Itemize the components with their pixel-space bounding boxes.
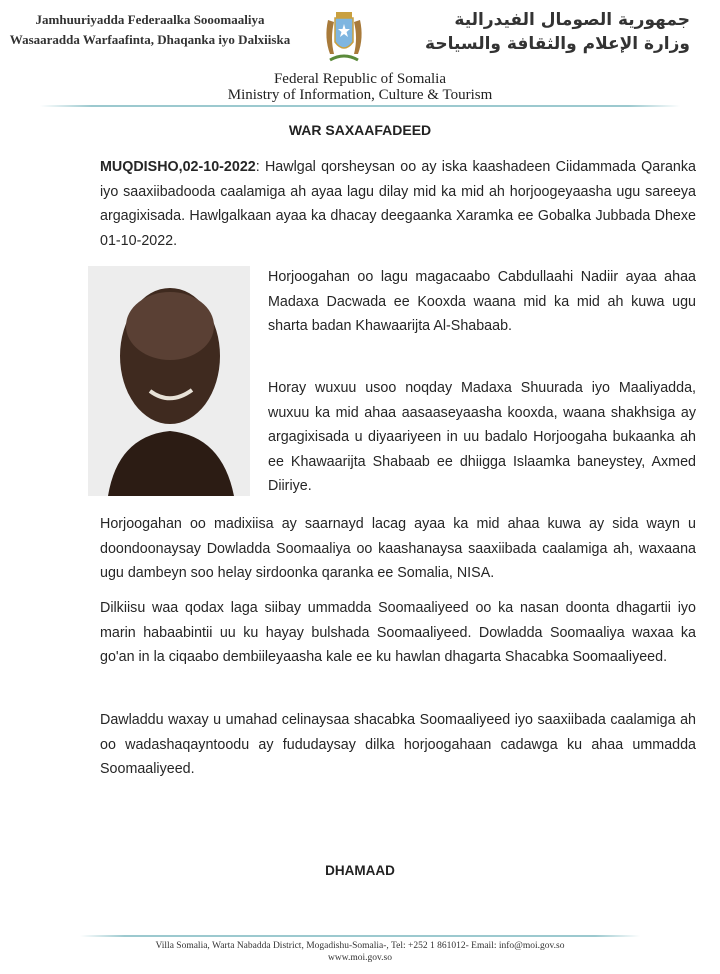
arabic-letterhead xyxy=(400,8,690,56)
english-ministry-name: Ministry of Information, Culture & Tourism xyxy=(227,87,493,103)
english-republic-name: Federal Republic of Somalia xyxy=(273,71,447,87)
subject-photo xyxy=(88,266,250,496)
header-divider xyxy=(40,105,680,107)
paragraph-intro xyxy=(100,155,696,253)
somali-letterhead xyxy=(0,10,300,50)
paragraph-identity: Horjoogahan oo lagu magacaabo Cabdullaahi Nadiir ayaa ahaa Madaxa Dacwada ee Kooxda waana mid ka mid ah kuwa ugu sharta badan Khawaarijta Al-Shabaab. xyxy=(268,269,696,335)
english-letterhead xyxy=(0,71,720,103)
intro-text: : Hawlgal qorsheysan oo ay iska kaashadeen Ciidammada Qaranka iyo saaxiibadooda caalamiga ah ayaa lagu dilay mid ka mid ah horjoogeyaasha ugu sareeya argagixisada. Hawlgalkaan ayaa ka dhacay deegaanka Xaramka ee Gobalka Jubbada Dhexe 01-10-2022. xyxy=(100,159,696,249)
dateline: MUQDISHO,02-10-2022 xyxy=(100,159,256,175)
somali-ministry-name: Wasaaradda Warfaafinta, Dhaqanka iyo Dalxiiska xyxy=(9,32,291,47)
coat-of-arms-emblem xyxy=(322,8,366,68)
paragraph-thanks: Dawladdu waxay u umahad celinaysaa shacabka Soomaaliyeed iyo saaxiibada caalamiga ah oo wadashaqayntoodu ay fududaysay dilka horjoogahaan cadawga ku ahaa ummadda Soomaaliyeed. xyxy=(100,712,696,778)
paragraph-wanted: Horjoogahan oo madixiisa ay saarnayd lacag ayaa ka mid ahaa kuwa ay sida wayn u doondoonaysay Dowladda Soomaaliya oo kaashanaysa saaxiibada caalamiga ah, waxaana ugu dambeyn soo helay sirdoonka qaranka ee Somalia, NISA. xyxy=(100,516,696,582)
footer-website[interactable]: www.moi.gov.so xyxy=(328,953,392,963)
footer xyxy=(0,940,720,964)
paragraph-significance: Dilkiisu waa qodax laga siibay ummadda Soomaaliyeed oo ka nasan doonta dhagartii iyo marin habaabintii uu ku hayay bulshada Soomaaliyeed. Dowladda Soomaaliya waxaa ka go'an in la ciqaabo dembiileyaasha kale ee ku hawlan dhagarta Shacabka Soomaaliyeed. xyxy=(100,600,696,666)
arabic-republic-name: جمهورية الصومال الفيدرالية xyxy=(454,10,690,30)
somali-republic-name: Jamhuuriyadda Federaalka Sooomaaliya xyxy=(35,12,265,27)
closing-word: DHAMAAD xyxy=(325,863,395,878)
paragraph-background: Horay wuxuu usoo noqday Madaxa Shuurada iyo Maaliyadda, wuxuu ka mid ahaa aasaaseyaasha kooxda, waana shakhsiga ay argagixisada u diyaariyeen in uu badalo Horjoogaha bukaanka ah ee Khawaarijta Shabaab ee dhiigga Islaamka baneystey, Axmed Diiriye. xyxy=(268,380,696,495)
footer-address: Villa Somalia, Warta Nabadda District, Mogadishu-Somalia-, Tel: +252 1 861012- Email: info@moi.gov.so xyxy=(155,941,565,951)
document-title: WAR SAXAAFADEED xyxy=(288,122,432,138)
arabic-ministry-name: وزارة الإعلام والثقافة والسياحة xyxy=(425,34,690,54)
footer-divider xyxy=(80,935,640,937)
